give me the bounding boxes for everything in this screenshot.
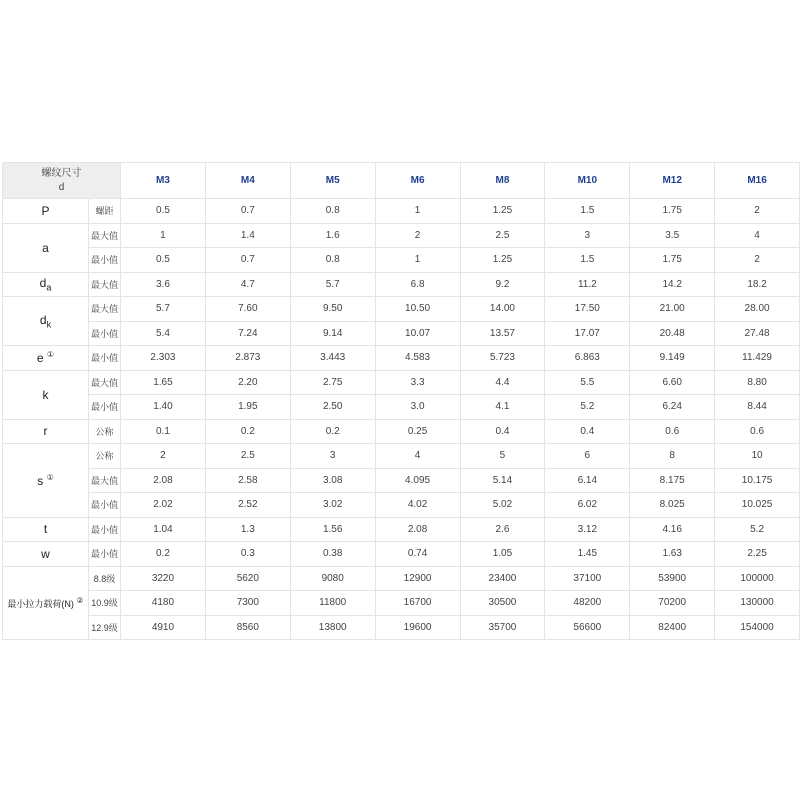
value-cell: 1.25 — [460, 199, 545, 224]
value-cell: 2.02 — [121, 493, 206, 518]
value-cell: 2.5 — [460, 223, 545, 248]
value-cell: 9.149 — [630, 346, 715, 371]
row-k-min — [3, 395, 800, 420]
value-cell: 2 — [121, 444, 206, 469]
spec-table — [2, 162, 800, 640]
row-load-8-8 — [3, 566, 800, 591]
value-cell: 4.16 — [630, 517, 715, 542]
value-cell: 2.58 — [205, 468, 290, 493]
value-cell: 10.50 — [375, 297, 460, 322]
value-cell: 2.20 — [205, 370, 290, 395]
value-cell: 10 — [715, 444, 800, 469]
value-cell: 3220 — [121, 566, 206, 591]
row-da — [3, 272, 800, 297]
value-cell: 1.5 — [545, 248, 630, 273]
row-dk-min — [3, 321, 800, 346]
value-cell: 11.429 — [715, 346, 800, 371]
value-cell: 1.4 — [205, 223, 290, 248]
value-cell: 1.6 — [290, 223, 375, 248]
value-cell: 5.2 — [715, 517, 800, 542]
value-cell: 3.3 — [375, 370, 460, 395]
value-cell: 13800 — [290, 615, 375, 640]
value-cell: 7.60 — [205, 297, 290, 322]
value-cell: 9080 — [290, 566, 375, 591]
value-cell: 3 — [290, 444, 375, 469]
value-cell: 8.025 — [630, 493, 715, 518]
value-cell: 6.14 — [545, 468, 630, 493]
row-label: 最大值 — [89, 223, 121, 248]
value-cell: 0.4 — [460, 419, 545, 444]
value-cell: 5 — [460, 444, 545, 469]
value-cell: 11.2 — [545, 272, 630, 297]
value-cell: 2.5 — [205, 444, 290, 469]
value-cell: 6.8 — [375, 272, 460, 297]
value-cell: 11800 — [290, 591, 375, 616]
value-cell: 1.04 — [121, 517, 206, 542]
value-cell: 18.2 — [715, 272, 800, 297]
value-cell: 48200 — [545, 591, 630, 616]
value-cell: 1.75 — [630, 199, 715, 224]
row-s-max — [3, 468, 800, 493]
value-cell: 17.50 — [545, 297, 630, 322]
row-s-nom — [3, 444, 800, 469]
row-label: 公称 — [89, 444, 121, 469]
value-cell: 8.175 — [630, 468, 715, 493]
value-cell: 3.12 — [545, 517, 630, 542]
value-cell: 28.00 — [715, 297, 800, 322]
value-cell: 5.02 — [460, 493, 545, 518]
value-cell: 2.08 — [121, 468, 206, 493]
size-header: M12 — [630, 163, 715, 199]
param-symbol: 最小拉力载荷(N) ② — [3, 566, 89, 640]
value-cell: 2 — [375, 223, 460, 248]
row-dk-max — [3, 297, 800, 322]
value-cell: 4.583 — [375, 346, 460, 371]
row-label: 公称 — [89, 419, 121, 444]
value-cell: 1 — [375, 199, 460, 224]
value-cell: 6.02 — [545, 493, 630, 518]
value-cell: 0.6 — [715, 419, 800, 444]
param-symbol: s ① — [3, 444, 89, 518]
value-cell: 6 — [545, 444, 630, 469]
value-cell: 130000 — [715, 591, 800, 616]
value-cell: 10.07 — [375, 321, 460, 346]
param-symbol: e ① — [3, 346, 89, 371]
value-cell: 5.5 — [545, 370, 630, 395]
value-cell: 0.38 — [290, 542, 375, 567]
value-cell: 4.1 — [460, 395, 545, 420]
row-a-max — [3, 223, 800, 248]
value-cell: 0.7 — [205, 248, 290, 273]
value-cell: 1 — [121, 223, 206, 248]
value-cell: 2.25 — [715, 542, 800, 567]
value-cell: 17.07 — [545, 321, 630, 346]
value-cell: 0.5 — [121, 199, 206, 224]
value-cell: 9.14 — [290, 321, 375, 346]
footnote-mark: ① — [46, 472, 54, 482]
row-label: 8.8级 — [89, 566, 121, 591]
value-cell: 14.00 — [460, 297, 545, 322]
value-cell: 1.05 — [460, 542, 545, 567]
value-cell: 1.40 — [121, 395, 206, 420]
value-cell: 1.45 — [545, 542, 630, 567]
value-cell: 2.873 — [205, 346, 290, 371]
param-symbol: $d_k$ — [3, 297, 89, 346]
param-symbol: r — [3, 419, 89, 444]
value-cell: 0.3 — [205, 542, 290, 567]
size-header: M5 — [290, 163, 375, 199]
value-cell: 6.60 — [630, 370, 715, 395]
value-cell: 5.7 — [290, 272, 375, 297]
row-e — [3, 346, 800, 371]
row-label: 最小值 — [89, 248, 121, 273]
value-cell: 2.08 — [375, 517, 460, 542]
row-a-min — [3, 248, 800, 273]
row-label: 10.9级 — [89, 591, 121, 616]
row-t — [3, 517, 800, 542]
value-cell: 7300 — [205, 591, 290, 616]
corner-cell — [3, 163, 121, 199]
value-cell: 2.52 — [205, 493, 290, 518]
size-header: M6 — [375, 163, 460, 199]
value-cell: 2.303 — [121, 346, 206, 371]
row-label: 12.9级 — [89, 615, 121, 640]
value-cell: 12900 — [375, 566, 460, 591]
row-label: 最小值 — [89, 346, 121, 371]
value-cell: 8.80 — [715, 370, 800, 395]
corner-symbol: d — [58, 181, 65, 193]
footnote-mark: ① — [46, 350, 55, 360]
row-r — [3, 419, 800, 444]
value-cell: 2 — [715, 199, 800, 224]
row-label: 最大值 — [89, 297, 121, 322]
footnote-mark: ② — [76, 595, 84, 605]
value-cell: 3.02 — [290, 493, 375, 518]
value-cell: 35700 — [460, 615, 545, 640]
value-cell: 0.8 — [290, 248, 375, 273]
row-label: 最小值 — [89, 395, 121, 420]
value-cell: 5.723 — [460, 346, 545, 371]
value-cell: 0.8 — [290, 199, 375, 224]
value-cell: 2.75 — [290, 370, 375, 395]
row-P — [3, 199, 800, 224]
row-label: 最小值 — [89, 517, 121, 542]
row-label: 最大值 — [89, 468, 121, 493]
value-cell: 5.7 — [121, 297, 206, 322]
value-cell: 0.2 — [121, 542, 206, 567]
value-cell: 56600 — [545, 615, 630, 640]
row-k-max — [3, 370, 800, 395]
value-cell: 20.48 — [630, 321, 715, 346]
value-cell: 0.2 — [205, 419, 290, 444]
value-cell: 6.863 — [545, 346, 630, 371]
row-label: 最小值 — [89, 493, 121, 518]
value-cell: 9.50 — [290, 297, 375, 322]
value-cell: 5.14 — [460, 468, 545, 493]
row-label: 最大值 — [89, 272, 121, 297]
row-label: 最小值 — [89, 321, 121, 346]
value-cell: 8560 — [205, 615, 290, 640]
value-cell: 19600 — [375, 615, 460, 640]
value-cell: 53900 — [630, 566, 715, 591]
size-header: M4 — [205, 163, 290, 199]
param-symbol: k — [3, 370, 89, 419]
value-cell: 4.02 — [375, 493, 460, 518]
value-cell: 1.56 — [290, 517, 375, 542]
value-cell: 1.63 — [630, 542, 715, 567]
value-cell: 0.74 — [375, 542, 460, 567]
value-cell: 5620 — [205, 566, 290, 591]
value-cell: 1.3 — [205, 517, 290, 542]
value-cell: 23400 — [460, 566, 545, 591]
row-load-10-9 — [3, 591, 800, 616]
value-cell: 4.095 — [375, 468, 460, 493]
value-cell: 27.48 — [715, 321, 800, 346]
value-cell: 14.2 — [630, 272, 715, 297]
value-cell: 0.7 — [205, 199, 290, 224]
value-cell: 0.25 — [375, 419, 460, 444]
row-load-12-9 — [3, 615, 800, 640]
param-symbol: P — [3, 199, 89, 224]
value-cell: 4180 — [121, 591, 206, 616]
row-label: 螺距 — [89, 199, 121, 224]
value-cell: 3.5 — [630, 223, 715, 248]
value-cell: 0.1 — [121, 419, 206, 444]
value-cell: 1.95 — [205, 395, 290, 420]
value-cell: 10.025 — [715, 493, 800, 518]
row-w — [3, 542, 800, 567]
corner-label: 螺纹尺寸 — [41, 167, 82, 179]
value-cell: 2.6 — [460, 517, 545, 542]
value-cell: 0.2 — [290, 419, 375, 444]
value-cell: 6.24 — [630, 395, 715, 420]
value-cell: 100000 — [715, 566, 800, 591]
value-cell: 10.175 — [715, 468, 800, 493]
param-symbol: a — [3, 223, 89, 272]
value-cell: 4910 — [121, 615, 206, 640]
row-s-min — [3, 493, 800, 518]
value-cell: 8 — [630, 444, 715, 469]
value-cell: 37100 — [545, 566, 630, 591]
value-cell: 4 — [715, 223, 800, 248]
value-cell: 3.08 — [290, 468, 375, 493]
value-cell: 3 — [545, 223, 630, 248]
value-cell: 5.2 — [545, 395, 630, 420]
value-cell: 0.4 — [545, 419, 630, 444]
value-cell: 9.2 — [460, 272, 545, 297]
size-header: M16 — [715, 163, 800, 199]
value-cell: 13.57 — [460, 321, 545, 346]
value-cell: 21.00 — [630, 297, 715, 322]
value-cell: 4.7 — [205, 272, 290, 297]
value-cell: 4.4 — [460, 370, 545, 395]
header-row — [3, 163, 800, 199]
value-cell: 1.75 — [630, 248, 715, 273]
param-symbol: w — [3, 542, 89, 567]
value-cell: 1.25 — [460, 248, 545, 273]
size-header: M10 — [545, 163, 630, 199]
value-cell: 16700 — [375, 591, 460, 616]
value-cell: 1.65 — [121, 370, 206, 395]
value-cell: 70200 — [630, 591, 715, 616]
value-cell: 8.44 — [715, 395, 800, 420]
value-cell: 1.5 — [545, 199, 630, 224]
param-symbol: $d_a$ — [3, 272, 89, 297]
size-header: M8 — [460, 163, 545, 199]
value-cell: 2 — [715, 248, 800, 273]
value-cell: 30500 — [460, 591, 545, 616]
param-symbol: t — [3, 517, 89, 542]
value-cell: 82400 — [630, 615, 715, 640]
value-cell: 3.443 — [290, 346, 375, 371]
value-cell: 0.5 — [121, 248, 206, 273]
value-cell: 3.6 — [121, 272, 206, 297]
value-cell: 5.4 — [121, 321, 206, 346]
row-label: 最小值 — [89, 542, 121, 567]
row-label: 最大值 — [89, 370, 121, 395]
value-cell: 4 — [375, 444, 460, 469]
value-cell: 7.24 — [205, 321, 290, 346]
value-cell: 154000 — [715, 615, 800, 640]
size-header: M3 — [121, 163, 206, 199]
value-cell: 0.6 — [630, 419, 715, 444]
value-cell: 2.50 — [290, 395, 375, 420]
value-cell: 3.0 — [375, 395, 460, 420]
value-cell: 1 — [375, 248, 460, 273]
